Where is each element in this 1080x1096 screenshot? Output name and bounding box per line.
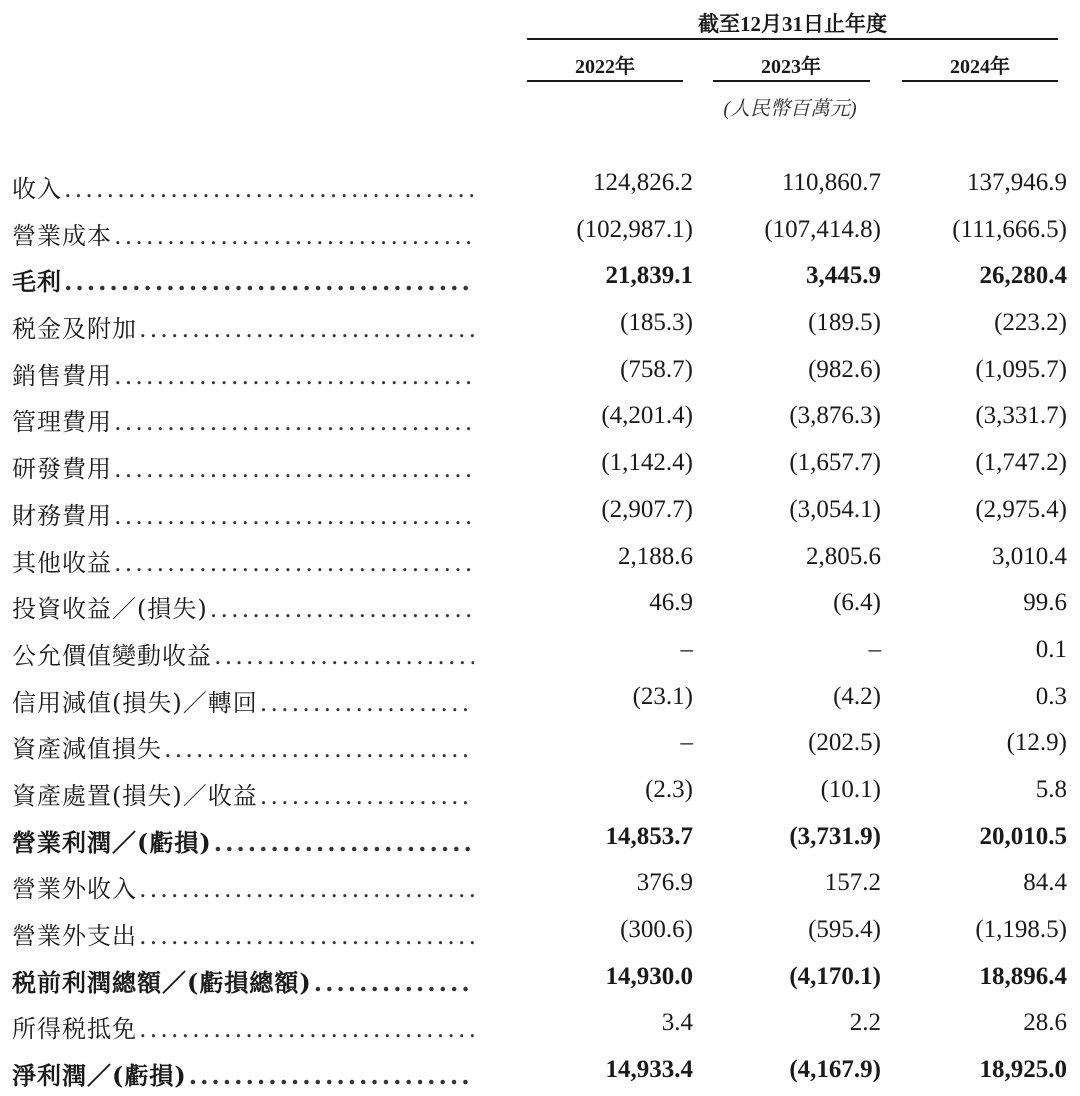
period-rule bbox=[527, 38, 1058, 40]
value-2024: (2,975.4) bbox=[975, 495, 1067, 523]
statement-row bbox=[0, 162, 1080, 209]
value-2022: (102,987.1) bbox=[576, 215, 693, 243]
value-2024: 18,925.0 bbox=[979, 1056, 1067, 1084]
row-label: 財務費用 ..... bbox=[12, 496, 474, 530]
value-2022: – bbox=[680, 729, 693, 757]
row-label: 營業外支出 ..... bbox=[12, 916, 474, 950]
value-2023: (6.4) bbox=[833, 589, 881, 617]
value-2022: 21,839.1 bbox=[605, 262, 693, 290]
value-2024: (12.9) bbox=[1006, 729, 1067, 757]
statement-row bbox=[0, 816, 1080, 863]
year-2024-rule bbox=[902, 80, 1058, 82]
statement-row bbox=[0, 349, 1080, 396]
period-header: 截至12月31日止年度 bbox=[698, 12, 887, 36]
value-2023: (107,414.8) bbox=[764, 215, 881, 243]
year-2022-rule bbox=[527, 80, 683, 82]
statement-row bbox=[0, 209, 1080, 256]
value-2023: 157.2 bbox=[824, 869, 881, 897]
value-2024: 137,946.9 bbox=[967, 169, 1067, 196]
value-2024: 3,010.4 bbox=[992, 542, 1067, 570]
row-label: 公允價值變動收益 ..... bbox=[12, 636, 474, 670]
statement-row bbox=[0, 722, 1080, 769]
value-2023: (4.2) bbox=[833, 682, 881, 710]
value-2024: 84.4 bbox=[1023, 869, 1067, 897]
statement-row bbox=[0, 676, 1080, 723]
value-2022: (2.3) bbox=[645, 775, 693, 803]
value-2024: (1,095.7) bbox=[975, 355, 1067, 383]
income-statement-rows bbox=[0, 162, 1080, 1096]
value-2024: 0.1 bbox=[1035, 635, 1067, 663]
value-2024: 26,280.4 bbox=[979, 262, 1067, 290]
row-label: 資產處置(損失)／收益 ..... bbox=[12, 776, 474, 810]
value-2023: (4,167.9) bbox=[789, 1056, 881, 1084]
statement-row bbox=[0, 1049, 1080, 1096]
year-2023-rule bbox=[713, 80, 870, 82]
value-2023: (189.5) bbox=[808, 309, 881, 337]
value-2024: 0.3 bbox=[1035, 682, 1067, 710]
value-2023: 2,805.6 bbox=[806, 542, 881, 570]
year-2024-header: 2024年 bbox=[950, 56, 1010, 78]
value-2024: (111,666.5) bbox=[952, 215, 1067, 243]
value-2023: 2.2 bbox=[849, 1009, 881, 1037]
value-2022: 3.4 bbox=[661, 1009, 693, 1037]
value-2023: (1,657.7) bbox=[789, 449, 881, 477]
value-2024: 20,010.5 bbox=[979, 822, 1067, 850]
value-2022: (758.7) bbox=[620, 355, 693, 383]
value-2024: 5.8 bbox=[1035, 775, 1067, 803]
value-2022: (300.6) bbox=[620, 916, 693, 943]
row-label: 淨利潤／(虧損) ..... bbox=[12, 1056, 474, 1090]
value-2023: 110,860.7 bbox=[781, 169, 881, 196]
value-2024: 28.6 bbox=[1023, 1009, 1067, 1037]
value-2023: 3,445.9 bbox=[806, 262, 881, 290]
value-2024: (1,747.2) bbox=[975, 449, 1067, 477]
statement-row bbox=[0, 255, 1080, 302]
statement-row bbox=[0, 536, 1080, 583]
row-label: 收入 ..... bbox=[12, 169, 474, 203]
value-2022: (4,201.4) bbox=[601, 402, 693, 430]
value-2023: (3,054.1) bbox=[789, 495, 881, 523]
value-2023: (4,170.1) bbox=[789, 962, 881, 990]
value-2024: (223.2) bbox=[994, 309, 1067, 337]
value-2022: 14,930.0 bbox=[605, 962, 693, 990]
year-2023-header: 2023年 bbox=[761, 56, 821, 78]
row-label: 信用減值(損失)／轉回 ..... bbox=[12, 683, 474, 717]
statement-row bbox=[0, 1002, 1080, 1049]
row-label: 投資收益／(損失) ..... bbox=[12, 589, 474, 623]
value-2022: – bbox=[680, 635, 693, 663]
value-2022: 376.9 bbox=[636, 869, 693, 897]
value-2022: (23.1) bbox=[632, 682, 693, 710]
row-label: 税金及附加 ..... bbox=[12, 309, 474, 343]
statement-row bbox=[0, 302, 1080, 349]
value-2022: 46.9 bbox=[649, 589, 693, 617]
row-label: 研發費用 ..... bbox=[12, 449, 474, 483]
row-label: 銷售費用 ..... bbox=[12, 356, 474, 390]
value-2023: (202.5) bbox=[808, 729, 881, 757]
row-label: 營業成本 ..... bbox=[12, 216, 474, 250]
value-2023: (10.1) bbox=[820, 775, 881, 803]
statement-row bbox=[0, 909, 1080, 956]
value-2022: 14,933.4 bbox=[605, 1056, 693, 1084]
row-label: 管理費用 ..... bbox=[12, 402, 474, 436]
row-label: 營業外收入 ..... bbox=[12, 869, 474, 903]
row-label: 所得税抵免 ..... bbox=[12, 1009, 474, 1043]
statement-row bbox=[0, 769, 1080, 816]
value-2022: 124,826.2 bbox=[593, 169, 693, 196]
value-2022: 14,853.7 bbox=[605, 822, 693, 850]
statement-row bbox=[0, 582, 1080, 629]
row-label: 其他收益 ..... bbox=[12, 543, 474, 577]
value-2023: (595.4) bbox=[808, 916, 881, 943]
value-2023: (3,876.3) bbox=[789, 402, 881, 430]
statement-row bbox=[0, 629, 1080, 676]
statement-row bbox=[0, 956, 1080, 1003]
statement-row bbox=[0, 862, 1080, 909]
row-label: 資產減值損失 ..... bbox=[12, 729, 474, 763]
value-2022: 2,188.6 bbox=[618, 542, 693, 570]
value-2022: (185.3) bbox=[620, 309, 693, 337]
value-2024: (1,198.5) bbox=[975, 916, 1067, 943]
value-2022: (1,142.4) bbox=[601, 449, 693, 477]
statement-row bbox=[0, 442, 1080, 489]
value-2024: 18,896.4 bbox=[979, 962, 1067, 990]
value-2023: – bbox=[868, 635, 881, 663]
value-2022: (2,907.7) bbox=[601, 495, 693, 523]
row-label: 毛利 ..... bbox=[12, 262, 474, 296]
statement-row bbox=[0, 489, 1080, 536]
value-2024: (3,331.7) bbox=[975, 402, 1067, 430]
value-2023: (3,731.9) bbox=[789, 822, 881, 850]
row-label: 税前利潤總額／(虧損總額) ..... bbox=[12, 963, 474, 997]
value-2024: 99.6 bbox=[1023, 589, 1067, 617]
row-label: 營業利潤／(虧損) ..... bbox=[12, 823, 474, 857]
currency-unit-note: (人民幣百萬元) bbox=[723, 98, 857, 120]
value-2023: (982.6) bbox=[808, 355, 881, 383]
year-2022-header: 2022年 bbox=[575, 56, 635, 78]
statement-row bbox=[0, 395, 1080, 442]
